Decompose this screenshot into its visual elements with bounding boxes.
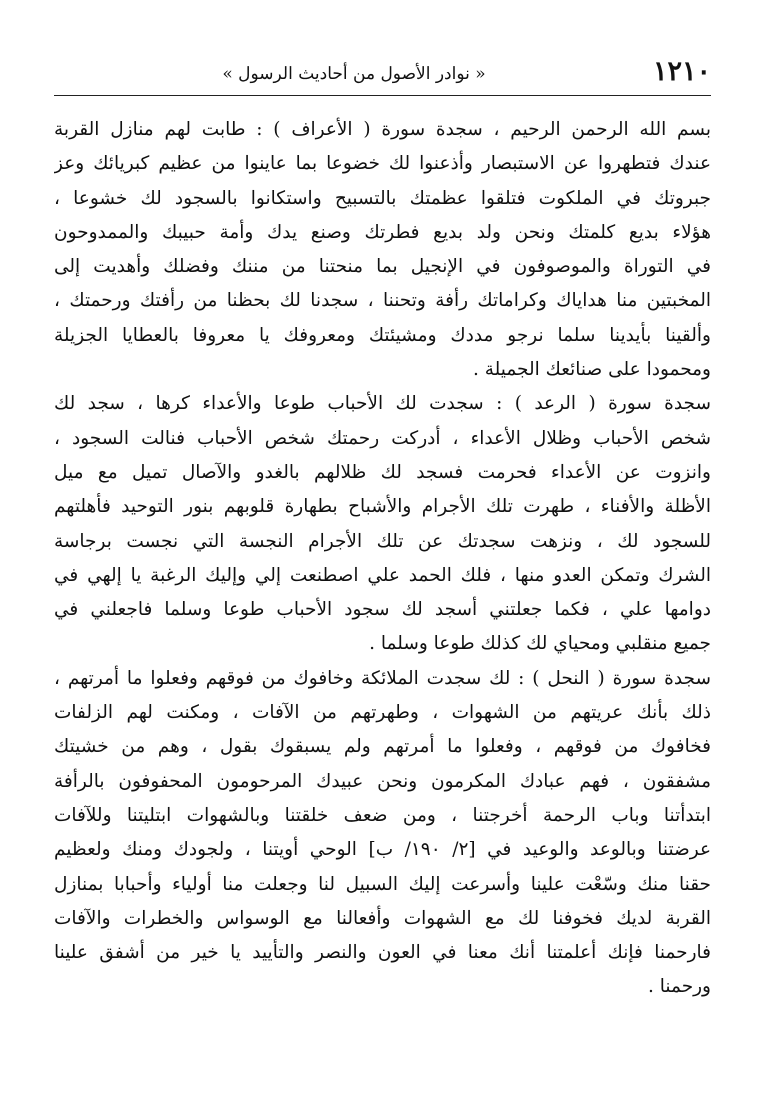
text-line: جبروتك في الملكوت فتلقوا عظمتك بالتسبيح واستكانوا بالسجود لك خشوعا ،: [54, 187, 711, 209]
text-line: عندك فتطهروا عن الاستبصار وأذعنوا لك خضوعا بما عاينوا من عظيم كبريائك وعز: [54, 153, 711, 175]
text-line: دوامها علي ، فكما جعلتني أسجد لك سجود الأحباب طوعا وسلما فاجعلني في: [54, 599, 711, 621]
text-line: للسجود لك ، ونزهت سجدتك عن تلك الأجرام النجسة التي نجست برجاسة: [54, 530, 711, 552]
text-line: وانزوت عن الأعداء فحرمت فسجد لك ظلالهم بالغدو والآصال تميل مع ميل: [54, 461, 711, 483]
text-line: المخبتين منا هداياك وكراماتك رأفة وتحننا ، سجدنا لك بحظنا من رأفتك ورحمتك ،: [54, 290, 711, 312]
text-line: في التوراة والموصوفون في الإنجيل بما منحتنا من مننك وفضلك وأهديت إلى: [54, 256, 711, 278]
text-line: الأظلة والأفناء ، طهرت تلك الأجرام والأشباح بطهارة قلوبهم بنور التوحيد فأهلتهم: [54, 496, 711, 518]
text-line: فخافوك من فوقهم ، وفعلوا ما أمرتهم ولم يسبقوك بقول ، وهم من خشيتك: [54, 736, 711, 758]
paragraph: [54, 662, 711, 1005]
text-line: بسم الله الرحمن الرحيم ، سجدة سورة ( الأعراف ) : طابت لهم منازل القربة: [54, 119, 711, 140]
text-line: الشرك وتمكن العدو منها ، فلك الحمد علي اصطنعت إلي وإليك الرغبة يا إلهي في: [54, 564, 711, 586]
text-line: ومحمودا على صنائعك الجميلة .: [472, 359, 711, 381]
header-rule: [54, 95, 711, 96]
text-line: حقنا منك وسّعْت علينا وأسرعت إليك السبيل لنا وجعلت منا أولياء وأحبابا بمنازل: [54, 873, 711, 895]
text-line: جميع منقلبي ومحياي لك كذلك طوعا وسلما .: [369, 633, 711, 655]
text-line: مشفقون ، فهم عبادك المكرمون ونحن عبيدك المرحومون المحفوفون بالرأفة: [54, 770, 711, 792]
text-line: عرضتنا وبالوعد والوعيد في [٢/ ١٩٠/ ب] الوحي أويتنا ، ولجودك ومنك ولعظيم: [54, 839, 711, 861]
text-line: شخص الأحباب وظلال الأعداء ، أدركت رحمتك شخص الأحباب فنالت السجود ،: [54, 427, 711, 449]
paragraph: [54, 387, 711, 661]
text-line: سجدة سورة ( الرعد ) : سجدت لك الأحباب طوعا والأعداء كرها ، سجد لك: [54, 393, 711, 415]
text-line: سجدة سورة ( النحل ) : لك سجدت الملائكة وخافوك من فوقهم وفعلوا ما أمرتهم ،: [54, 667, 711, 689]
text-line: ابتدأتنا وباب الرحمة أخرجتنا ، ومن ضعف خلقتنا وبالشهوات ابتليتنا وللآفات: [54, 804, 711, 826]
text-line: القربة لديك فخوفنا لك مع الشهوات وأفعالنا مع الوسواس والخطرات والآفات: [54, 907, 711, 929]
text-line: ورحمنا .: [648, 976, 711, 998]
text-line: هؤلاء بديع كلمتك ونحن ولد بديع فطرتك وصنع يدك وأمة حبيبك والممدوحون: [54, 221, 711, 243]
page-number: ١٢١٠: [652, 56, 711, 87]
paragraph: [54, 113, 711, 387]
page-header: [54, 56, 711, 92]
text-line: ذلك بأنك عريتهم من الشهوات ، وطهرتهم من الآفات ، ومكنت لهم الزلفات: [54, 702, 711, 724]
text-line: وألقينا بأيدينا سلما نرجو مددك ومشيئتك ومعروفك يا معروفا بالعطايا الجزيلة: [54, 324, 711, 346]
running-title: « نوادر الأصول من أحاديث الرسول »: [222, 64, 486, 84]
page-body: [54, 113, 711, 1005]
text-line: فارحمنا فإنك أعلمتنا أنك معنا في العون والنصر والتأييد يا خير من أشفق علينا: [54, 942, 711, 964]
